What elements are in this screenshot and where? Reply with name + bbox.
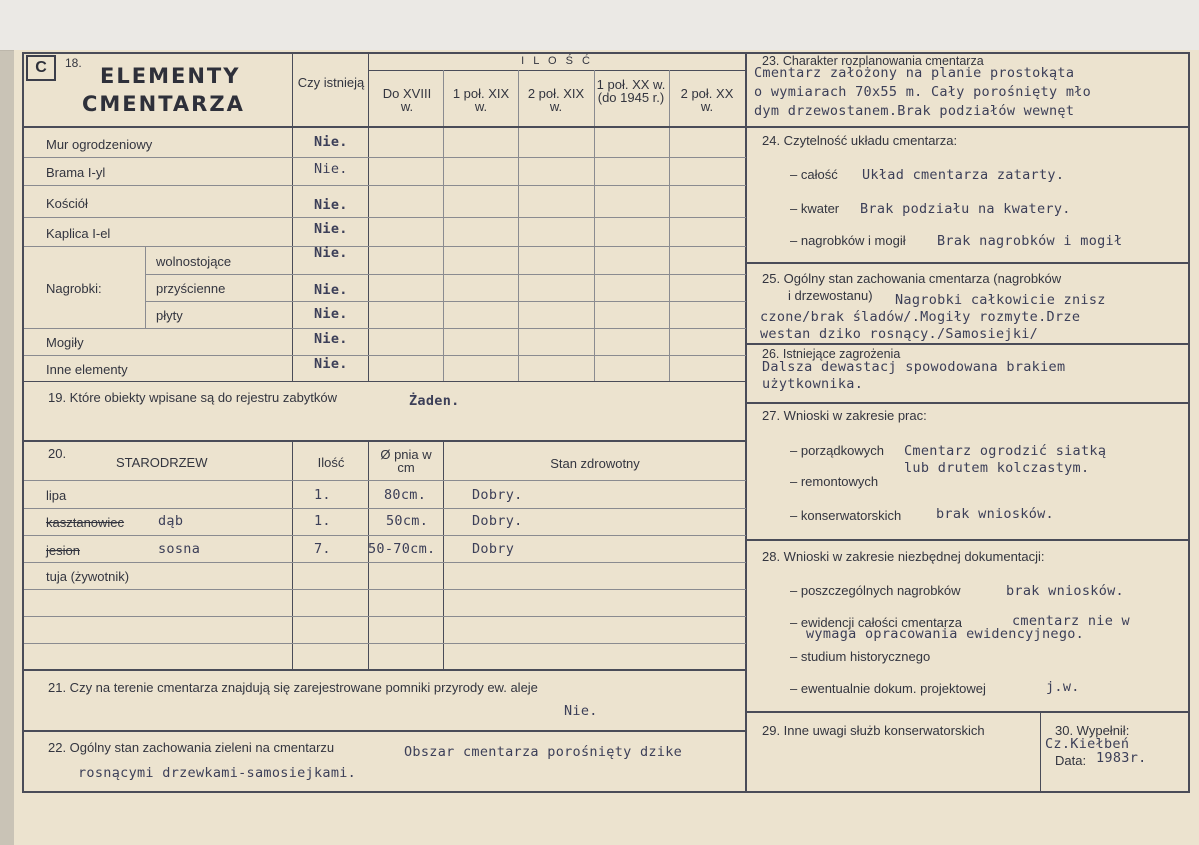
tree-diameter: 80cm.	[384, 487, 427, 503]
section-27-item-answer-line2: lub drutem kolczastym.	[904, 460, 1090, 476]
row-label: Mogiły	[46, 335, 84, 350]
period-xviii: Do XVIII w.	[382, 86, 432, 114]
section-23-label: 23. Charakter rozplanowania cmentarza	[762, 54, 984, 68]
section-30-date: 1983r.	[1096, 750, 1147, 766]
row-label: Brama I-yl	[46, 165, 106, 180]
row-value: Nie.	[314, 331, 348, 347]
section-23-line: dym drzewostanem.Brak podziałów wewnęt	[754, 103, 1075, 119]
section-28-item-label: – ewidencji całości cmentarza	[790, 615, 962, 630]
section-28-item-answer: brak wniosków.	[1006, 583, 1124, 599]
section-29-label: 29. Inne uwagi służb konserwatorskich	[762, 723, 985, 738]
section-25-label-line2: i drzewostanu)	[788, 288, 873, 303]
section-26-answer-line2: użytkownika.	[762, 376, 864, 392]
section-25-label-line1: 25. Ogólny stan zachowania cmentarza (nagrobków	[762, 271, 1062, 286]
section-28-item-label: – ewentualnie dokum. projektowej	[790, 681, 986, 696]
section-21-label: 21. Czy na terenie cmentarza znajdują się zarejestrowane pomniki przyrody ew. aleje	[48, 680, 538, 695]
section-19-answer: Żaden.	[409, 393, 460, 409]
row-value: Nie.	[314, 221, 348, 237]
section-28-item-label: – poszczególnych nagrobków	[790, 583, 961, 598]
section-24-item-label: – kwater	[790, 201, 840, 216]
row-value: Nie.	[314, 245, 348, 261]
section-28-item-answer: cmentarz nie w	[1012, 613, 1130, 629]
section-28-item-answer: j.w.	[1046, 679, 1080, 695]
tree-health: Dobry.	[472, 513, 523, 529]
col-diameter-header: Ø pnia w cm	[380, 447, 432, 475]
section-24-item-answer: Brak podziału na kwatery.	[860, 201, 1071, 217]
section-27-item-label: – konserwatorskich	[790, 508, 902, 523]
section-27-item-answer: brak wniosków.	[936, 506, 1054, 522]
row-label: przyścienne	[156, 281, 226, 296]
period-1-xix: 1 poł. XIX w.	[452, 86, 510, 114]
section-30-name: Cz.Kiełbeń	[1045, 736, 1130, 752]
section-27-item-label: – porządkowych	[790, 443, 884, 458]
tree-diameter: 50-70cm.	[368, 541, 436, 557]
tree-species-typed: sosna	[158, 541, 201, 557]
tree-species: tuja (żywotnik)	[46, 569, 130, 584]
tree-diameter: 50cm.	[386, 513, 429, 529]
tree-qty: 1.	[314, 513, 331, 529]
section-23-line: Cmentarz założony na planie prostokąta	[754, 65, 1075, 81]
section-27-item-answer: Cmentarz ogrodzić siatką	[904, 443, 1107, 459]
row-label: Kościół	[46, 196, 88, 211]
tree-species: kasztanowiec	[46, 515, 125, 530]
section-18-number: 18.	[65, 56, 82, 70]
top-strip	[0, 0, 1199, 51]
section-21-answer: Nie.	[564, 703, 598, 719]
tree-qty: 7.	[314, 541, 331, 557]
row-label: Kaplica I-el	[46, 226, 111, 241]
section-24-label: 24. Czytelność układu cmentarza:	[762, 133, 958, 148]
section-24-item-label: – całość	[790, 167, 838, 182]
section-22-answer-line1: Obszar cmentarza porośnięty dzike	[404, 744, 683, 760]
section-26-label: 26. Istniejące zagrożenia	[762, 347, 901, 361]
section-18-title-line2: CMENTARZA	[82, 92, 245, 116]
row-label: Inne elementy	[46, 362, 128, 377]
tree-species: lipa	[46, 488, 67, 503]
row-value: Nie.	[314, 356, 348, 372]
section-30-label: 30. Wypełnił:	[1055, 723, 1130, 738]
tree-health: Dobry.	[472, 487, 523, 503]
nagrobki-label: Nagrobki:	[46, 281, 102, 296]
col-exists-header: Czy istnieją	[297, 75, 365, 90]
card-letter-box: C	[26, 55, 56, 81]
row-label: Mur ogrodzeniowy	[46, 137, 153, 152]
section-22-label: 22. Ogólny stan zachowania zieleni na cmentarzu	[48, 740, 335, 755]
col-qty-header: Ilość	[317, 455, 345, 470]
section-26-answer-line1: Dalsza dewastacj spowodowana brakiem	[762, 359, 1066, 375]
section-25-answer-line3: westan dziko rosnący./Samosiejki/	[760, 326, 1039, 342]
section-24-item-label: – nagrobków i mogił	[790, 233, 906, 248]
section-22-answer-line2: rosnącymi drzewkami-samosiejkami.	[78, 765, 357, 781]
section-27-item-label: – remontowych	[790, 474, 879, 489]
section-28-note: wymaga opracowania ewidencyjnego.	[806, 626, 1085, 642]
section-25-answer-line1: Nagrobki całkowicie znisz	[895, 292, 1106, 308]
period-2-xix: 2 poł. XIX w.	[527, 86, 585, 114]
section-23-line: o wymiarach 70x55 m. Cały porośnięty mło	[754, 84, 1092, 100]
tree-health: Dobry	[472, 541, 515, 557]
row-value: Nie.	[314, 161, 348, 177]
section-25-answer-line2: czone/brak śladów/.Mogiły rozmyte.Drze	[760, 309, 1081, 325]
tree-qty: 1.	[314, 487, 331, 503]
tree-species-typed: dąb	[158, 513, 184, 529]
section-28-label: 28. Wnioski w zakresie niezbędnej dokumentacji:	[762, 549, 1045, 564]
row-value: Nie.	[314, 306, 348, 322]
period-1-xx: 1 poł. XX w. (do 1945 r.)	[596, 77, 666, 105]
col-quantity-header: I L O Ś Ć	[521, 55, 593, 67]
section-24-item-answer: Brak nagrobków i mogił	[937, 233, 1123, 249]
row-label: wolnostojące	[156, 254, 232, 269]
row-value: Nie.	[314, 134, 348, 150]
period-2-xx: 2 poł. XX w.	[680, 86, 734, 114]
row-label: płyty	[156, 308, 183, 323]
row-value: Nie.	[314, 282, 348, 298]
row-value: Nie.	[314, 197, 348, 213]
section-20-number: 20.	[48, 446, 67, 461]
section-24-item-answer: Układ cmentarza zatarty.	[862, 167, 1065, 183]
tree-species: jesion	[46, 543, 80, 558]
section-30-date-label: Data:	[1055, 753, 1087, 768]
col-health-header: Stan zdrowotny	[550, 456, 640, 471]
section-18-title-line1: ELEMENTY	[100, 64, 241, 88]
section-20-title: STARODRZEW	[116, 455, 208, 470]
section-19-label: 19. Które obiekty wpisane są do rejestru zabytków	[48, 390, 338, 405]
section-27-label: 27. Wnioski w zakresie prac:	[762, 408, 927, 423]
section-28-item-label: – studium historycznego	[790, 649, 931, 664]
